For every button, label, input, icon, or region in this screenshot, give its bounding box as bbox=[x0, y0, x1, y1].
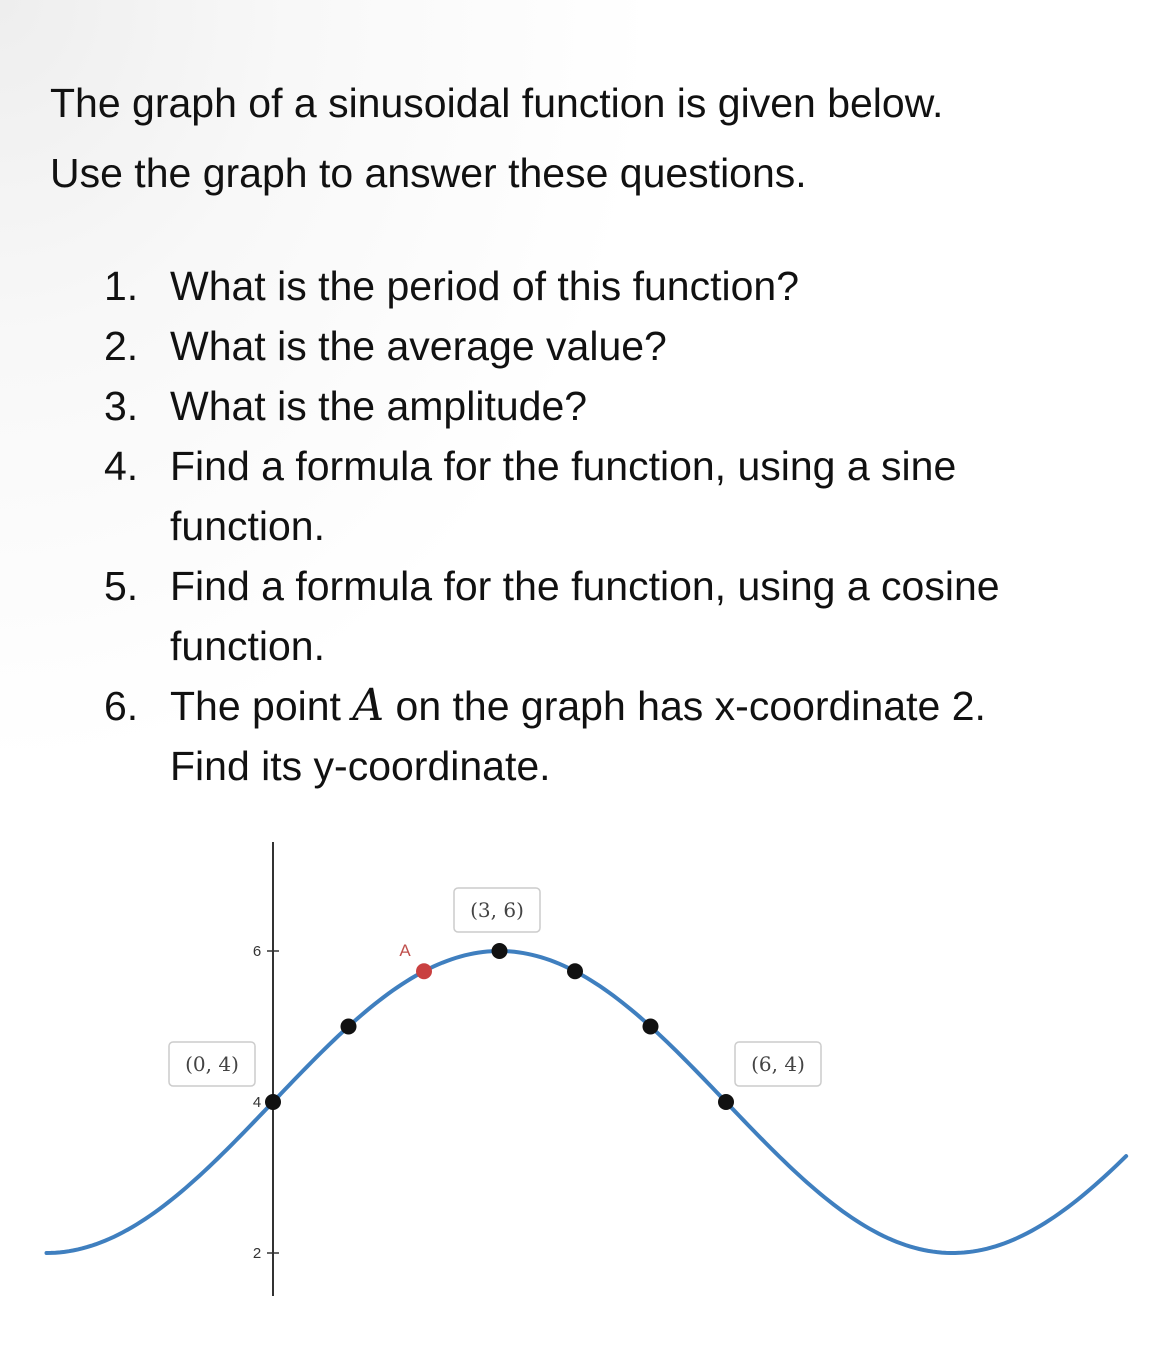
sinusoid-curve bbox=[47, 951, 1127, 1253]
question-text: Find a formula for the function, using a cosine bbox=[170, 563, 1000, 609]
question-item bbox=[104, 376, 1000, 436]
axis-layer bbox=[253, 842, 279, 1296]
data-point bbox=[265, 1094, 281, 1110]
data-point bbox=[492, 943, 508, 959]
intro-line-2: Use the graph to answer these questions. bbox=[50, 150, 807, 196]
question-number: 2. bbox=[104, 323, 139, 369]
y-tick-label: 4 bbox=[252, 1094, 262, 1111]
question-number: 6. bbox=[104, 683, 139, 729]
question-list bbox=[104, 256, 1000, 796]
data-point bbox=[341, 1019, 357, 1035]
y-tick-label: 6 bbox=[252, 943, 262, 960]
question-continuation: Find its y-coordinate. bbox=[170, 743, 551, 789]
intro-text bbox=[50, 68, 943, 208]
y-tick-label: 2 bbox=[252, 1245, 262, 1262]
question-number: 3. bbox=[104, 383, 139, 429]
question-item bbox=[104, 256, 1000, 316]
intro-line-1: The graph of a sinusoidal function is given below. bbox=[50, 80, 944, 126]
data-point bbox=[567, 963, 583, 979]
point-a-label: A bbox=[399, 941, 411, 961]
data-point bbox=[718, 1094, 734, 1110]
question-item bbox=[104, 556, 1000, 676]
coordinate-label: (0, 4) bbox=[185, 1052, 239, 1076]
label-layer bbox=[169, 888, 821, 1086]
question-text-before: The point bbox=[170, 683, 341, 729]
question-item bbox=[104, 676, 1000, 796]
question-text-after: on the graph has x-coordinate 2. bbox=[395, 683, 986, 729]
coordinate-label: (3, 6) bbox=[470, 898, 524, 922]
point-a-marker bbox=[416, 963, 432, 979]
point-variable: A bbox=[352, 680, 385, 731]
question-text: What is the period of this function? bbox=[170, 263, 800, 309]
question-number: 4. bbox=[104, 443, 139, 489]
question-item bbox=[104, 316, 1000, 376]
question-text: What is the average value? bbox=[170, 323, 667, 369]
question-number: 1. bbox=[104, 263, 139, 309]
curve-layer bbox=[47, 951, 1127, 1253]
question-number: 5. bbox=[104, 563, 139, 609]
point-layer bbox=[265, 941, 734, 1110]
coordinate-label: (6, 4) bbox=[751, 1052, 805, 1076]
question-text: Find a formula for the function, using a sine bbox=[170, 443, 957, 489]
sinusoid-graph bbox=[0, 820, 1154, 1350]
question-continuation: function. bbox=[170, 503, 325, 549]
question-continuation: function. bbox=[170, 623, 325, 669]
question-item bbox=[104, 436, 1000, 556]
data-point bbox=[643, 1019, 659, 1035]
question-text: What is the amplitude? bbox=[170, 383, 588, 429]
